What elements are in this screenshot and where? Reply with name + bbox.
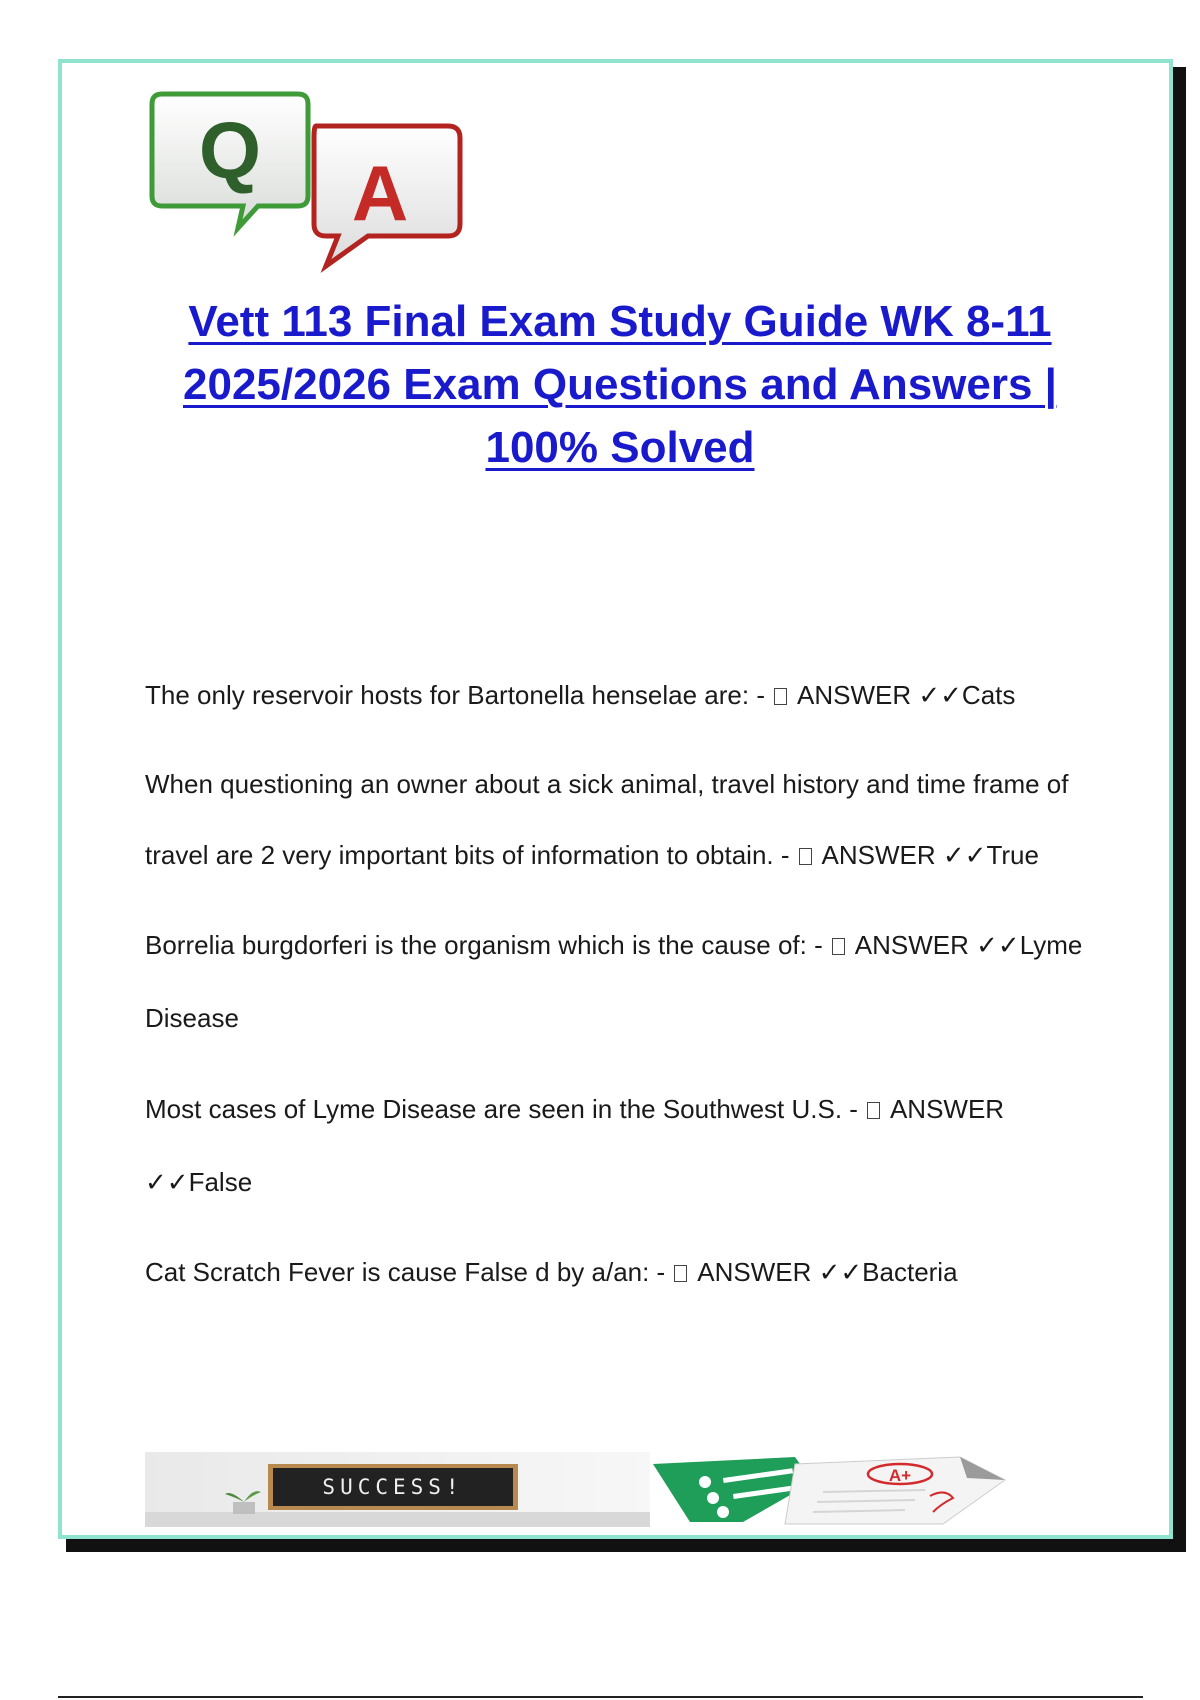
q-bubble <box>152 94 308 228</box>
qa-list <box>145 660 1105 1326</box>
missing-glyph-icon <box>832 938 845 955</box>
qa-item <box>145 1237 1105 1308</box>
document-title[interactable]: Vett 113 Final Exam Study Guide WK 8-11 2025/2026 Exam Questions and Answers | 100% Solved <box>183 297 1057 472</box>
qa-item <box>145 660 1105 731</box>
question-text: Borrelia burgdorferi is the organism which is the cause of: - <box>145 930 830 960</box>
a-bubble <box>314 126 460 266</box>
qa-item <box>145 909 1105 1055</box>
answer-text: ANSWER ✓✓Lyme Disease <box>145 930 1083 1033</box>
missing-glyph-icon <box>674 1265 687 1282</box>
answer-text: ANSWER ✓✓True <box>821 840 1039 870</box>
question-text: Cat Scratch Fever is cause False d by a/an: - <box>145 1257 673 1287</box>
question-text: When questioning an owner about a sick animal, travel history and time frame of travel are 2 very important bits of information to obtain. - <box>145 769 1069 870</box>
q-letter: Q <box>198 106 262 195</box>
qa-logo <box>148 86 498 291</box>
success-text: SUCCESS! <box>322 1475 464 1499</box>
success-board <box>268 1464 518 1510</box>
missing-glyph-icon <box>867 1102 880 1119</box>
missing-glyph-icon <box>774 688 787 705</box>
answer-text: ANSWER ✓✓False <box>145 1094 1005 1197</box>
missing-glyph-icon <box>799 848 812 865</box>
question-text: The only reservoir hosts for Bartonella henselae are: - <box>145 680 773 710</box>
answer-text: ANSWER ✓✓Bacteria <box>697 1257 958 1287</box>
a-letter: A <box>351 149 409 237</box>
grade-text: A+ <box>888 1466 912 1485</box>
question-text: Most cases of Lyme Disease are seen in the Southwest U.S. - <box>145 1094 866 1124</box>
qa-item <box>145 749 1105 891</box>
footer-rule <box>58 1696 1143 1698</box>
qa-item <box>145 1073 1105 1219</box>
answer-text: ANSWER ✓✓Cats <box>797 680 1016 710</box>
graded-paper <box>785 1457 1005 1524</box>
success-banner <box>145 1452 1080 1527</box>
